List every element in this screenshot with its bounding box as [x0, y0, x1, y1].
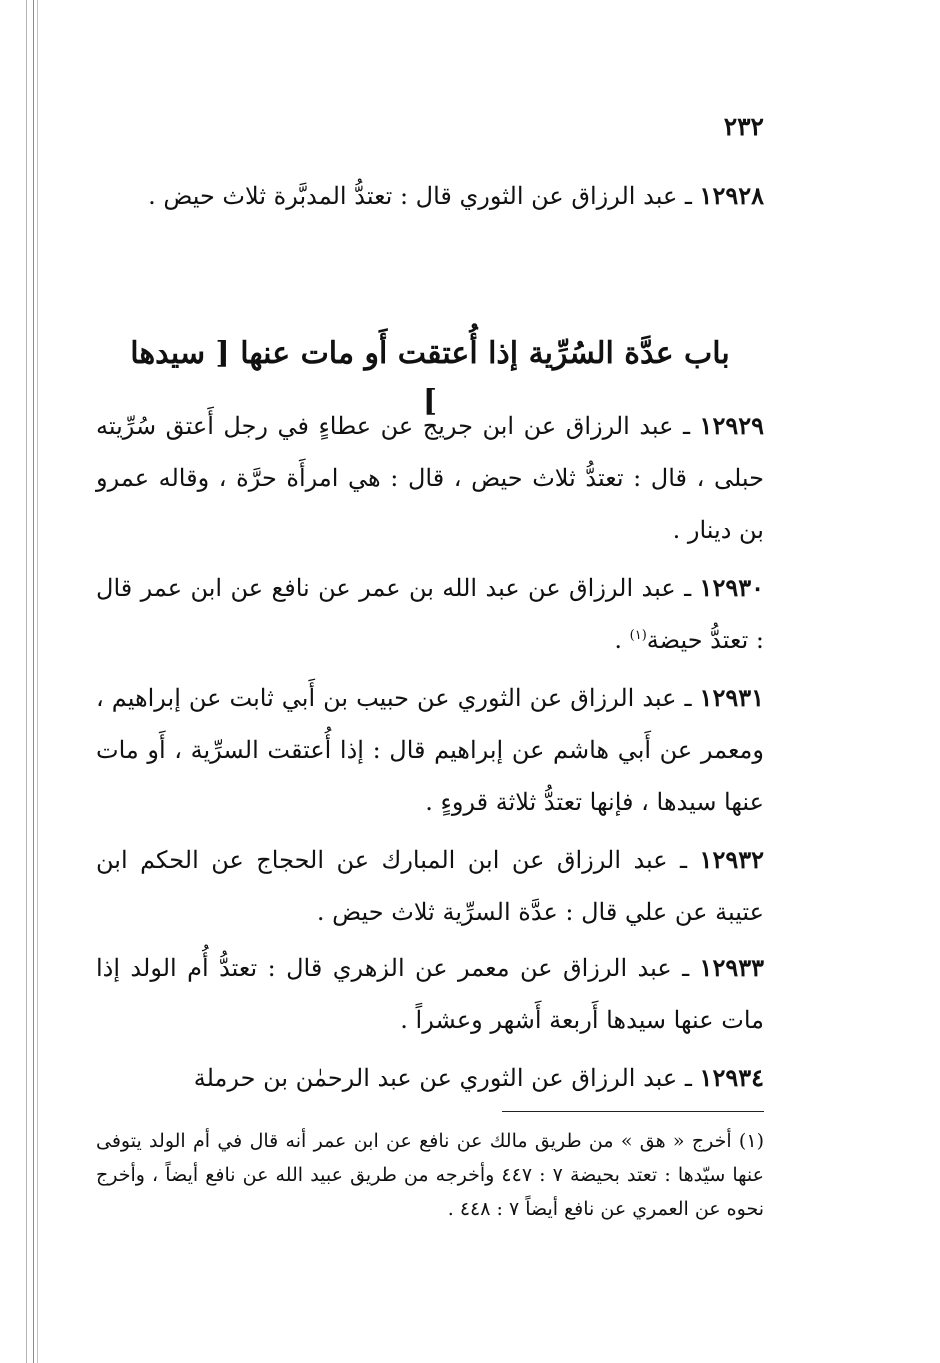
- hadith-number: ١٢٩٣٢: [699, 845, 764, 874]
- footnote-reference[interactable]: (١): [629, 628, 647, 643]
- hadith-text: ـ عبد الرزاق عن معمر عن الزهري قال : تعتدُّ أُم الولد إذا مات عنها سيدها أَربعة أَشهر وعشراً .: [96, 954, 764, 1034]
- hadith-text: ـ عبد الرزاق عن عبد الله بن عمر عن نافع عن ابن عمر قال : تعتدُّ حيضة: [96, 574, 764, 654]
- hadith-entry: [96, 834, 764, 938]
- hadith-number: ١٢٩٢٨: [699, 181, 764, 210]
- hadith-text-end: .: [614, 626, 630, 654]
- hadith-entry: [96, 562, 764, 666]
- book-page: [96, 0, 764, 1363]
- scan-edge-line: [33, 0, 34, 1363]
- hadith-text: ـ عبد الرزاق عن ابن المبارك عن الحجاج عن الحكم ابن عتيبة عن علي قال : عدَّة السرِّية ثلاث حيض .: [96, 846, 764, 926]
- footnote: (١) أخرج « هق » من طريق مالك عن نافع عن ابن عمر أنه قال في أم الولد يتوفى عنها سيّدها : تعتد بحيضة ٧ : ٤٤٧ وأخرجه من طريق عبيد الله عن نافع أيضاً ، وأخرج نحوه عن العمري عن نافع أيضاً ٧ : ٤٤٨ .: [96, 1130, 764, 1220]
- chapter-title: باب عدَّة السُرِّية إذا أُعتقت أَو مات عنها [ سيدها ]: [130, 336, 730, 419]
- hadith-text: ـ عبد الرزاق عن الثوري عن حبيب بن أَبي ثابت عن إبراهيم ، ومعمر عن أَبي هاشم عن إبراهيم قال : إذا أُعتقت السرِّية ، أَو مات عنها سيدها ، فإنها تعتدُّ ثلاثة قروءٍ .: [96, 684, 764, 816]
- page-number: ٢٣٢: [723, 112, 764, 141]
- hadith-number: ١٢٩٣١: [699, 683, 764, 712]
- hadith-entry: [96, 400, 764, 556]
- hadith-number: ١٢٩٢٩: [699, 411, 764, 440]
- hadith-entry: [96, 170, 764, 222]
- scan-edge-line: [26, 0, 27, 1363]
- hadith-entry: [96, 942, 764, 1046]
- hadith-number: ١٢٩٣٤: [699, 1063, 764, 1092]
- hadith-text: ـ عبد الرزاق عن ابن جريج عن عطاءٍ في رجل أَعتق سُرِّيته حبلى ، قال : تعتدُّ ثلاث حيض ، قال : هي امرأَة حرَّة ، وقاله عمرو بن دينار .: [96, 412, 764, 544]
- hadith-text: ـ عبد الرزاق عن الثوري قال : تعتدُّ المدبَّرة ثلاث حيض .: [148, 182, 700, 210]
- hadith-number: ١٢٩٣٠: [699, 573, 764, 602]
- footnote-divider: [502, 1111, 764, 1112]
- hadith-number: ١٢٩٣٣: [699, 953, 764, 982]
- hadith-text: ـ عبد الرزاق عن الثوري عن عبد الرحمٰن بن حرملة: [193, 1064, 700, 1092]
- hadith-entry: [96, 672, 764, 828]
- hadith-entry: [96, 1052, 764, 1104]
- scan-edge-line: [37, 0, 38, 1363]
